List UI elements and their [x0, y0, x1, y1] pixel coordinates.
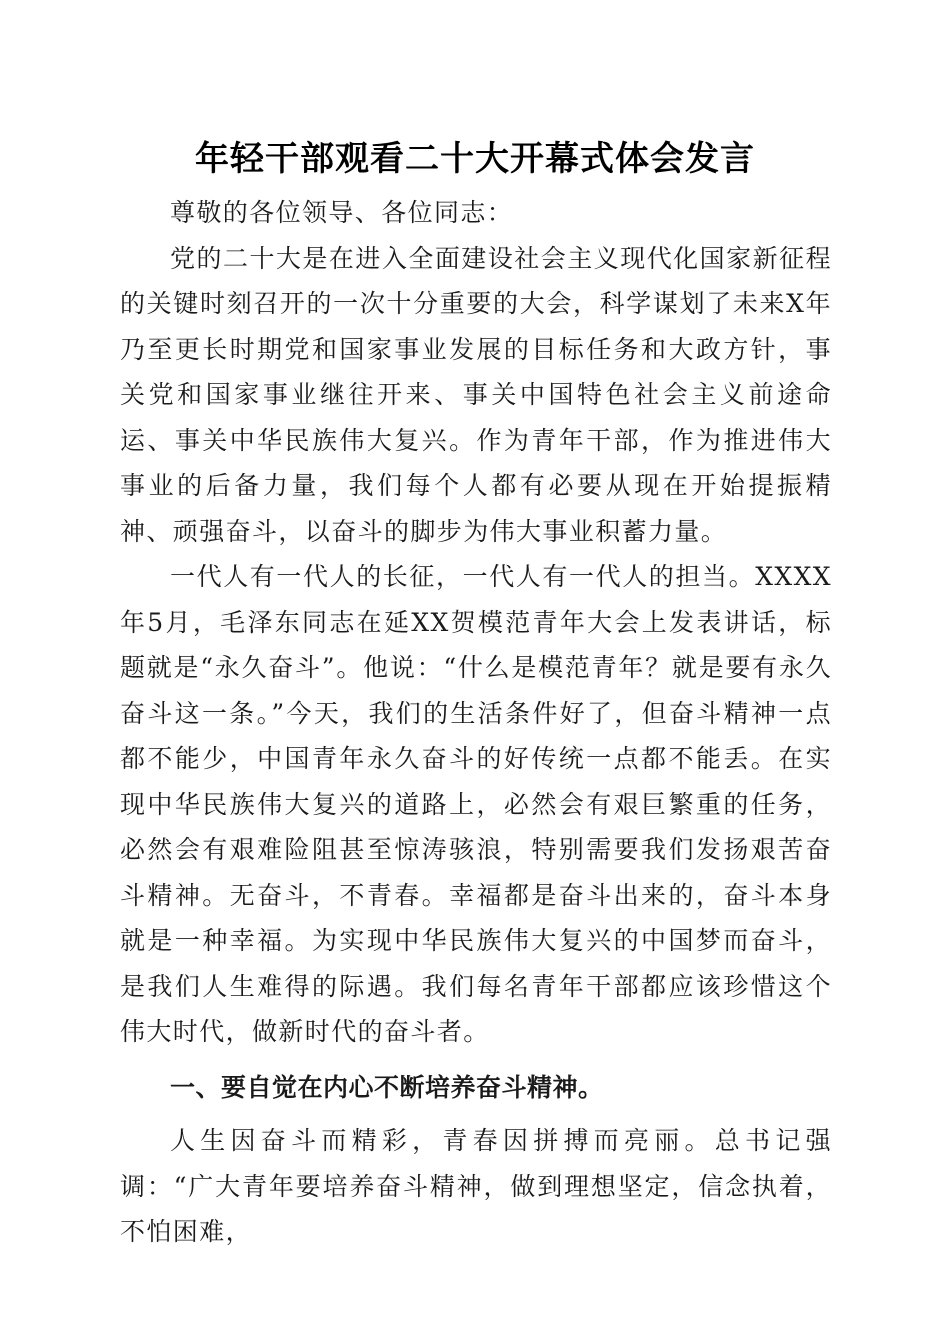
document-body: [120, 190, 832, 1255]
paragraph: 人生因奋斗而精彩，青春因拼搏而亮丽。总书记强调：“广大青年要培养奋斗精神，做到理想坚定，信念执着，不怕困难，: [120, 1126, 832, 1246]
document-title: 年轻干部观看二十大开幕式体会发言: [195, 139, 755, 179]
salutation: 尊敬的各位领导、各位同志：: [170, 198, 514, 227]
paragraph: 党的二十大是在进入全面建设社会主义现代化国家新征程的关键时刻召开的一次十分重要的大会，科学谋划了未来X年乃至更长时期党和国家事业发展的目标任务和大政方针，事关党和国家事业继往开来、事关中国特色社会主义前途命运、事关中华民族伟大复兴。作为青年干部，作为推进伟大事业的后备力量，我们每个人都有必要从现在开始提振精神、顽强奋斗，以奋斗的脚步为伟大事业积蓄力量。: [120, 243, 832, 546]
paragraph: 一代人有一代人的长征，一代人有一代人的担当。XXXX年5月，毛泽东同志在延XX贺模范青年大会上发表讲话，标题就是“永久奋斗”。他说：“什么是模范青年？就是要有永久奋斗这一条。”今天，我们的生活条件好了，但奋斗精神一点都不能少，中国青年永久奋斗的好传统一点都不能丢。在实现中华民族伟大复兴的道路上，必然会有艰巨繁重的任务，必然会有艰难险阻甚至惊涛骇浪，特别需要我们发扬艰苦奋斗精神。无奋斗，不青春。幸福都是奋斗出来的，奋斗本身就是一种幸福。为实现中华民族伟大复兴的中国梦而奋斗，是我们人生难得的际遇。我们每名青年干部都应该珍惜这个伟大时代，做新时代的奋斗者。: [120, 562, 832, 1046]
section-heading: 一、要自觉在内心不断培养奋斗精神。: [170, 1072, 604, 1102]
